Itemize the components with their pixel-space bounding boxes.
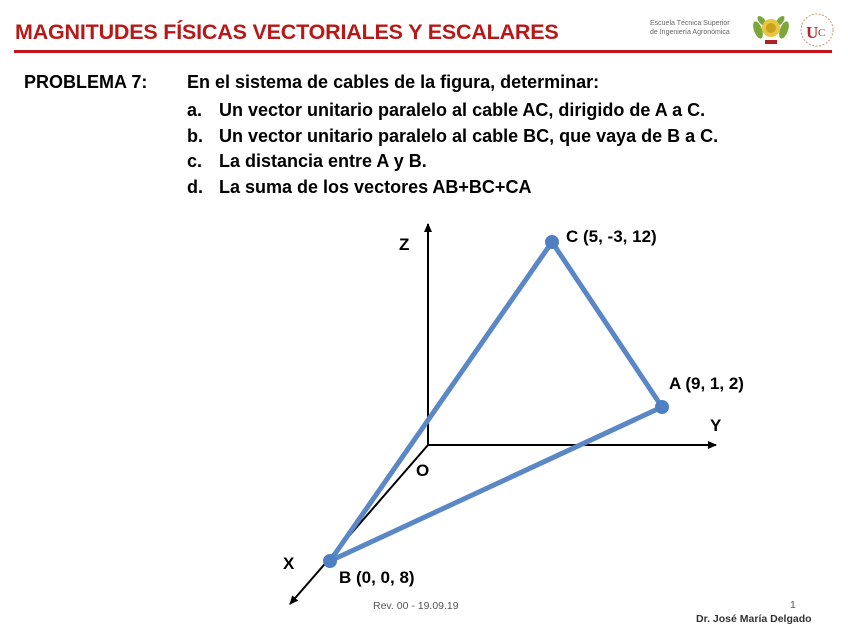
item-letter: c. (187, 151, 203, 171)
slide-title: MAGNITUDES FÍSICAS VECTORIALES Y ESCALARES (15, 20, 559, 44)
cable-ca (552, 242, 662, 407)
cable-ab (330, 407, 662, 561)
point-a-label: A (9, 1, 2) (669, 374, 744, 393)
axis-y-label: Y (710, 416, 722, 435)
page-number: 1 (790, 599, 796, 611)
item-text: La suma de los vectores AB+BC+CA (219, 176, 532, 197)
school-name-line1: Escuela Técnica Superior (650, 20, 730, 27)
svg-text:U: U (806, 23, 819, 42)
item-letter: b. (187, 125, 203, 146)
point-b-label: B (0, 0, 8) (339, 568, 415, 587)
item-letter: a. (187, 100, 203, 120)
item-text: Un vector unitario paralelo al cable BC, que vaya de B a C. (219, 125, 719, 146)
item-text: Un vector unitario paralelo al cable AC, dirigido de A a C. (219, 100, 706, 120)
point-c-marker (545, 235, 559, 249)
problem-label: PROBLEMA 7: (24, 72, 148, 92)
svg-text:C: C (818, 27, 826, 39)
problem-intro: En el sistema de cables de la figura, determinar: (187, 72, 600, 92)
point-c-label: C (5, -3, 12) (566, 227, 657, 246)
axis-z-label: Z (399, 235, 410, 254)
author-name: Dr. José María Delgado (696, 613, 812, 625)
point-a-marker (655, 400, 669, 414)
point-b-marker (323, 554, 337, 568)
revision-note: Rev. 00 - 19.09.19 (373, 600, 459, 612)
cable-bc (330, 242, 552, 561)
item-text: La distancia entre A y B. (219, 151, 427, 171)
axis-x-label: X (283, 554, 295, 573)
school-name-line2: de Ingeniería Agronómica (650, 29, 730, 36)
origin-label: O (416, 461, 430, 480)
item-letter: d. (187, 176, 203, 197)
